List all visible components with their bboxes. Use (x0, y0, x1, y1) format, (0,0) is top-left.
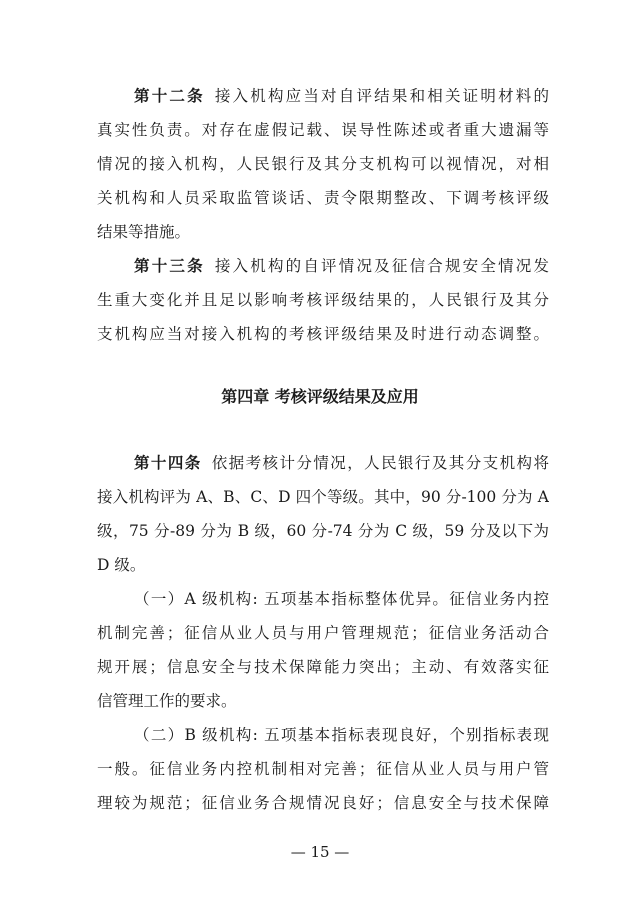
article-14-line-3: 级，75 分-89 分为 B 级，60 分-74 分为 C 级，59 分及以下为 (97, 522, 549, 540)
article-14-line-1: 第十四条 依据考核计分情况，人民银行及其分支机构将 (134, 454, 549, 472)
item-a-line-2: 机制完善；征信从业人员与用户管理规范；征信业务活动合 (97, 624, 549, 642)
article-12-line-3: 情况的接入机构，人民银行及其分支机构可以视情况，对相 (97, 155, 549, 173)
article-14-line-4: D 级。 (97, 556, 146, 574)
article-14-label: 第十四条 (134, 454, 202, 472)
article-13-line-3: 支机构应当对接入机构的考核评级结果及时进行动态调整。 (97, 325, 549, 343)
chapter-heading: 第四章 考核评级结果及应用 (221, 387, 419, 406)
article-13-line-1: 第十三条 接入机构的自评情况及征信合规安全情况发 (134, 257, 549, 275)
article-12-line-2: 真实性负责。对存在虚假记载、误导性陈述或者重大遗漏等 (97, 121, 549, 139)
item-b-line-3: 理较为规范；征信业务合规情况良好；信息安全与技术保障 (97, 794, 549, 812)
article-12-line-4: 关机构和人员采取监管谈话、责令限期整改、下调考核评级 (97, 189, 549, 207)
page-number: — 15 — (290, 843, 350, 861)
item-a-line-4: 信管理工作的要求。 (97, 692, 237, 710)
article-12-label: 第十二条 (134, 87, 205, 105)
article-12-line-5: 结果等措施。 (97, 223, 191, 241)
article-12-line-1: 第十二条 接入机构应当对自评结果和相关证明材料的 (134, 87, 549, 105)
article-13-label: 第十三条 (134, 257, 205, 275)
article-13-line-2: 生重大变化并且足以影响考核评级结果的，人民银行及其分 (97, 291, 549, 309)
item-b-line-2: 一般。征信业务内控机制相对完善；征信从业人员与用户管 (97, 760, 549, 778)
item-a-line-3: 规开展；信息安全与技术保障能力突出；主动、有效落实征 (97, 658, 549, 676)
article-14-line-2: 接入机构评为 A、B、C、D 四个等级。其中，90 分-100 分为 A (97, 488, 549, 506)
item-b-line-1: （二）B 级机构: 五项基本指标表现良好，个别指标表现 (134, 726, 549, 744)
item-a-line-1: （一）A 级机构: 五项基本指标整体优异。征信业务内控 (134, 590, 549, 608)
